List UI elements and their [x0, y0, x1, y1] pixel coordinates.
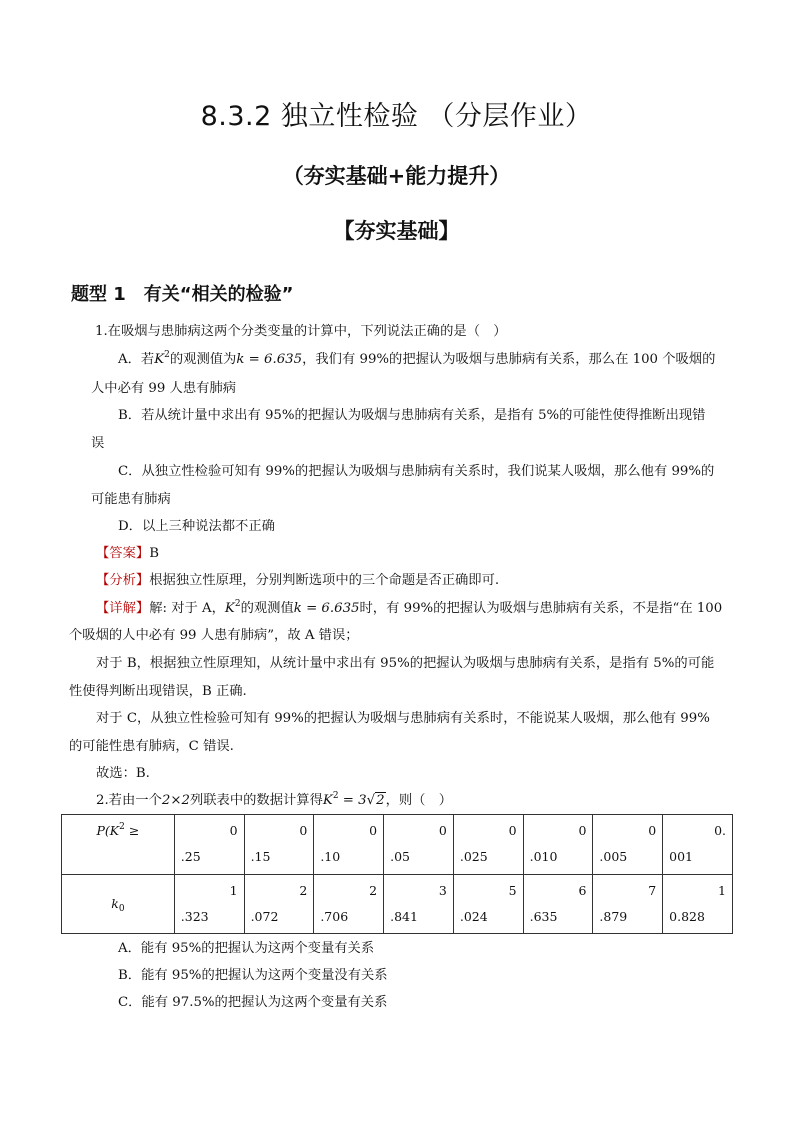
table-cell: 5 .024 [453, 874, 523, 934]
q1-option-a-pre: A．若 [118, 352, 155, 367]
q1-option-a-exp: 2 [164, 350, 170, 360]
table-cell: 6 .635 [523, 874, 593, 934]
q1-option-b-cont: 误 [91, 436, 105, 451]
q2-stem [96, 789, 452, 808]
q1-option-a-kval: k = 6.635 [236, 352, 303, 367]
table-cell: 0 .025 [453, 815, 523, 875]
detail-k: K [224, 601, 235, 616]
q2-stem-post: ，则（ ） [385, 793, 453, 808]
detail-pre: 解: 对于 A， [149, 601, 225, 616]
q1-option-a-mid: 的观测值为 [169, 352, 237, 367]
answer-value: B [149, 546, 159, 561]
q1-detail-line1 [96, 597, 722, 616]
table-cell: 7 .879 [593, 874, 663, 934]
row-label-k [62, 874, 175, 934]
q1-choice: 故选：B. [96, 766, 150, 781]
p-symbol: P [96, 823, 105, 838]
table-cell: 0 .10 [314, 815, 384, 875]
table-cell: 2 .072 [244, 874, 314, 934]
q1-option-d: D．以上三种说法都不正确 [118, 519, 275, 534]
page-title: 8.3.2 独立性检验 （分层作业） [200, 101, 593, 132]
q1-option-c: C．从独立性检验可知有 99%的把握认为吸烟与患肺病有关系时，我们说某人吸烟，那么他有 99%的 [118, 464, 715, 479]
analysis-label: 【分析】 [96, 573, 150, 588]
table-row-p [62, 815, 733, 875]
detail-post: 时，有 99%的把握认为吸烟与患肺病有关系，不是指“在 100 [359, 601, 723, 616]
q1-detail-line6: 的可能性患有肺病，C 错误. [69, 739, 234, 754]
table-cell: 0 .005 [593, 815, 663, 875]
q1-stem: 1.在吸烟与患肺病这两个分类变量的计算中，下列说法正确的是（ ） [95, 324, 507, 339]
q2-stem-exp: 2 [332, 791, 339, 801]
detail-kval: k = 6.635 [293, 601, 360, 616]
critical-value-table [61, 814, 733, 934]
q2-stem-k: K [322, 793, 333, 808]
k0-symbol: k [111, 896, 119, 912]
detail-label: 【详解】 [96, 601, 150, 616]
table-row-k [62, 874, 733, 934]
q1-option-b: B．若从统计量中求出有 95%的把握认为吸烟与患肺病有关系，是指有 5%的可能性使得推断出现错 [118, 408, 706, 423]
k-symbol: (K [104, 823, 120, 838]
q1-option-c-cont: 可能患有肺病 [91, 492, 171, 507]
table-cell: 1 0.828 [663, 874, 733, 934]
q1-option-a [118, 348, 715, 367]
q2-option-a: A．能有 95%的把握认为这两个变量有关系 [118, 941, 375, 956]
q1-analysis [96, 569, 499, 588]
q1-option-a-k: K [154, 352, 165, 367]
table-cell: 3 .841 [384, 874, 454, 934]
q2-stem-eq: = 3 [338, 793, 367, 808]
ge-symbol: ≥ [124, 823, 140, 838]
section-heading: 【夯实基础】 [333, 219, 460, 243]
q1-detail-line2: 个吸烟的人中必有 99 人患有肺病”，故 A 错误； [69, 628, 359, 643]
k-exp: 2 [119, 822, 125, 832]
table-cell: 0. 001 [663, 815, 733, 875]
q2-stem-rad: 2 [376, 793, 385, 808]
sqrt-icon: √ [366, 793, 376, 808]
table-cell: 0 .15 [244, 815, 314, 875]
topic-heading: 题型 1 有关“相关的检验” [71, 284, 294, 305]
q2-stem-mid: 列联表中的数据计算得 [189, 793, 323, 808]
q1-detail-line4: 性使得判断出现错误，B 正确. [69, 684, 247, 699]
page-subtitle: （夯实基础+能力提升） [282, 164, 511, 188]
table-cell: 2 .706 [314, 874, 384, 934]
table-cell: 0 .05 [384, 815, 454, 875]
q1-option-a-cont: 人中必有 99 人患有肺病 [91, 381, 237, 396]
table-cell: 1 .323 [174, 874, 244, 934]
table-cell: 0 .25 [174, 815, 244, 875]
q2-stem-dim: 2×2 [161, 793, 190, 808]
q1-option-a-post: ，我们有 99%的把握认为吸烟与患肺病有关系，那么在 100 个吸烟的 [302, 352, 716, 367]
q1-detail-line5: 对于 C，从独立性检验可知有 99%的把握认为吸烟与患肺病有关系时，不能说某人吸烟，那么他有 99% [96, 711, 710, 726]
row-label-p [62, 815, 175, 875]
q1-answer [96, 542, 159, 561]
table-cell: 0 .010 [523, 815, 593, 875]
q2-option-b: B．能有 95%的把握认为这两个变量没有关系 [118, 968, 388, 983]
q2-stem-pre: 2.若由一个 [96, 793, 162, 808]
detail-exp: 2 [234, 599, 241, 609]
analysis-text: 根据独立性原理，分别判断选项中的三个命题是否正确即可. [149, 573, 500, 588]
k0-sub: 0 [118, 904, 125, 915]
detail-mid: 的观测值 [240, 601, 294, 616]
q2-option-c: C．能有 97.5%的把握认为这两个变量有关系 [118, 995, 388, 1010]
answer-label: 【答案】 [96, 546, 150, 561]
q1-detail-line3: 对于 B，根据独立性原理知，从统计量中求出有 95%的把握认为吸烟与患肺病有关系，是指有 5%的可能 [96, 656, 715, 671]
